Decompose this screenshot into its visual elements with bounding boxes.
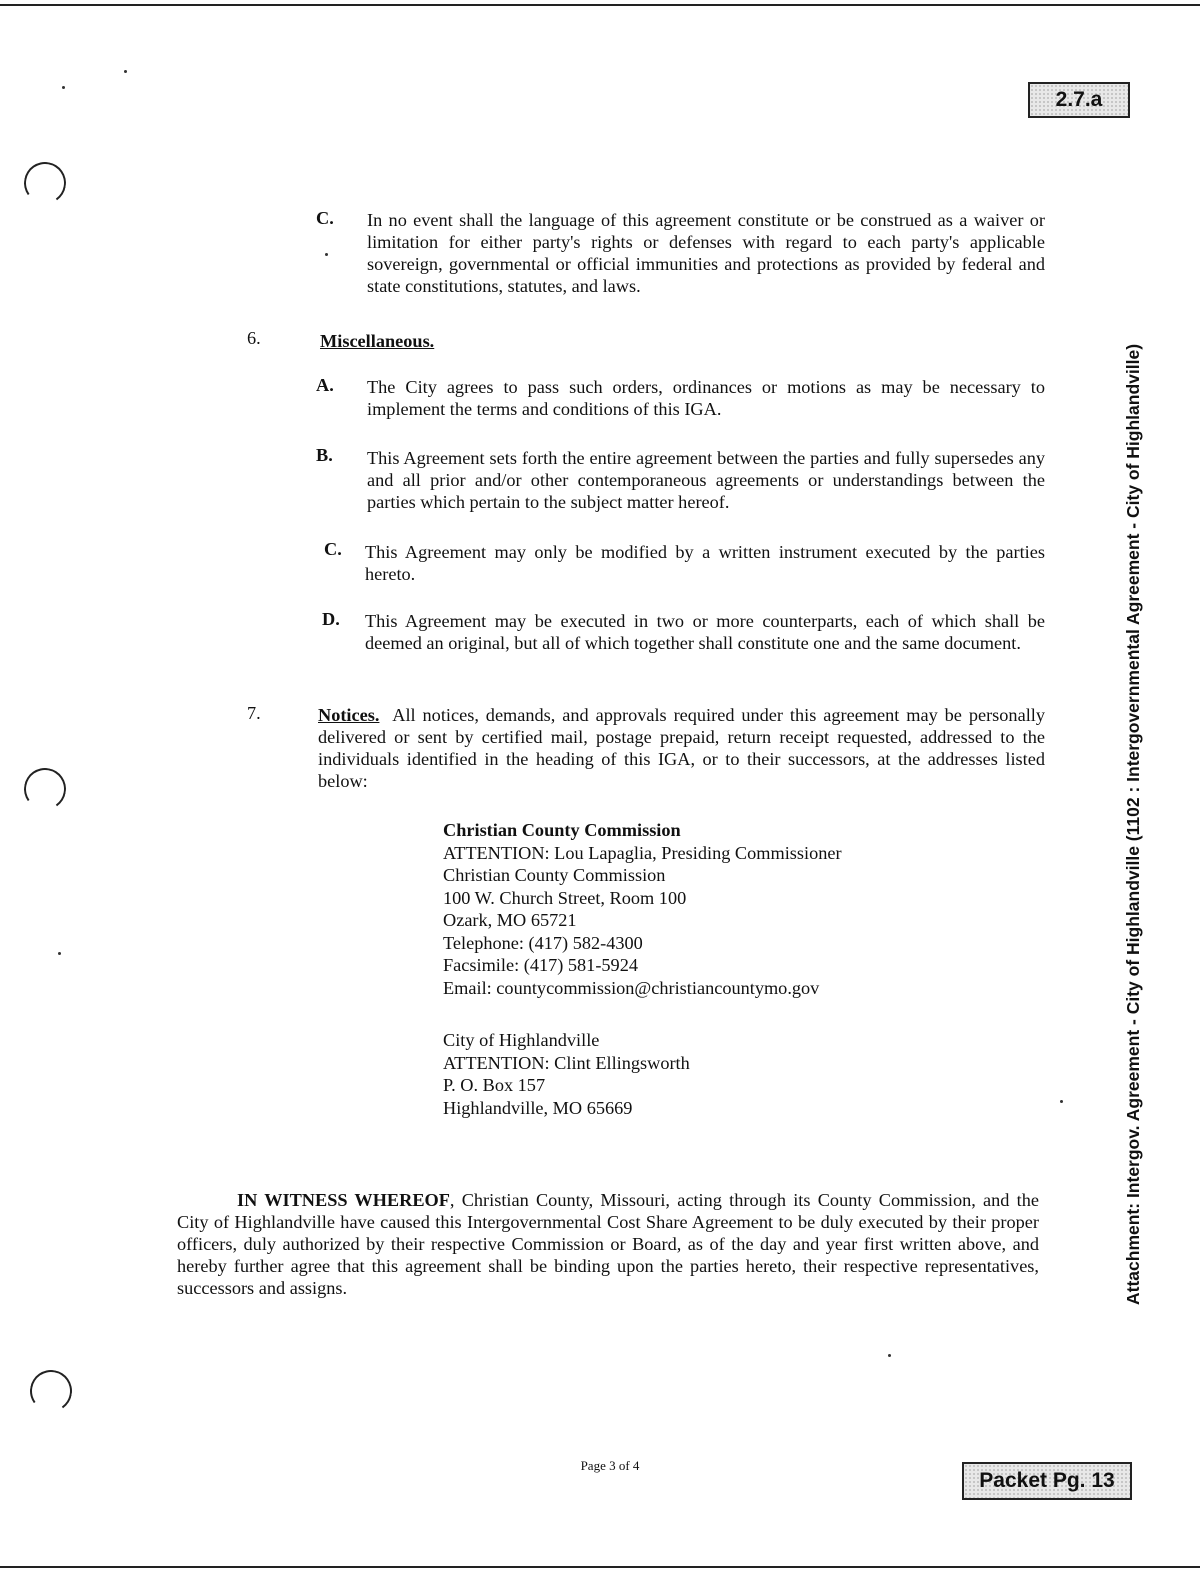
- section6-b-text: This Agreement sets forth the entire agreement between the parties and fully supersedes any and all prior and/or other contemporaneous agreements or understandings between the parties which pertain to the subject matter hereof.: [367, 448, 1045, 512]
- section6-c-text: This Agreement may only be modified by a written instrument executed by the parties hereto.: [365, 542, 1045, 584]
- page-top-edge: [0, 4, 1200, 6]
- scan-speck: [1060, 1100, 1063, 1103]
- county-attention: ATTENTION: Lou Lapaglia, Presiding Commissioner: [443, 842, 842, 863]
- section6-a-text: The City agrees to pass such orders, ordinances or motions as may be necessary to implement the terms and conditions of this IGA.: [367, 377, 1045, 419]
- scan-speck: [325, 253, 328, 256]
- section6-d-marker: D.: [322, 609, 340, 629]
- county-street: 100 W. Church Street, Room 100: [443, 887, 687, 908]
- section6-b-marker: B.: [316, 445, 333, 465]
- witness-paragraph: [177, 1189, 1039, 1299]
- punch-hole-mark: [21, 159, 70, 208]
- section6-number: 6.: [247, 328, 261, 348]
- county-address-block: [443, 819, 842, 999]
- section5-c-text: In no event shall the language of this agreement constitute or be construed as a waiver or limitation for either party's rights or defenses with regard to each party's applicable sovereign, governmental or official immunities and protections as provided by federal and state constitutions, statutes, and laws.: [367, 210, 1045, 296]
- scan-speck: [58, 952, 61, 955]
- page-number: Page 3 of 4: [580, 1458, 640, 1473]
- section6-c-marker: C.: [324, 539, 342, 559]
- scan-speck: [888, 1354, 891, 1357]
- section6-heading: Miscellaneous.: [320, 331, 435, 351]
- section6-a-marker: A.: [316, 375, 334, 395]
- city-po-box: P. O. Box 157: [443, 1075, 546, 1095]
- section7-number: 7.: [247, 703, 261, 723]
- city-attention: ATTENTION: Clint Ellingsworth: [443, 1052, 690, 1073]
- scan-speck: [124, 70, 127, 73]
- city-city: Highlandville, MO 65669: [443, 1097, 633, 1118]
- item-number-label: 2.7.a: [1055, 88, 1103, 111]
- county-facsimile: Facsimile: (417) 581-5924: [443, 955, 638, 975]
- page-bottom-edge: [0, 1566, 1200, 1568]
- witness-lead: IN WITNESS WHEREOF: [237, 1190, 450, 1210]
- county-name: Christian County Commission: [443, 820, 681, 840]
- section5-c-marker: C.: [316, 208, 334, 228]
- punch-hole-mark: [21, 765, 70, 814]
- packet-page-label: Packet Pg. 13: [979, 1469, 1115, 1492]
- county-telephone: Telephone: (417) 582-4300: [443, 932, 643, 953]
- scan-speck: [62, 86, 65, 89]
- punch-hole-mark: [27, 1367, 76, 1416]
- packet-page-tag: [962, 1462, 1132, 1500]
- section7-heading: Notices.: [318, 705, 380, 725]
- section7-text: All notices, demands, and approvals required under this agreement may be personally delivered or sent by certified mail, postage prepaid, return receipt requested, addressed to the individuals identified in the heading of this IGA, or to their successors, at the addresses listed below:: [318, 705, 1045, 791]
- city-address-block: [443, 1029, 690, 1119]
- section6-d-text: This Agreement may be executed in two or more counterparts, each of which shall be deemed an original, but all of which together shall constitute one and the same document.: [365, 611, 1045, 653]
- county-city: Ozark, MO 65721: [443, 910, 577, 930]
- city-name: City of Highlandville: [443, 1030, 600, 1050]
- section7-body: [318, 704, 1045, 792]
- county-email: Email: countycommission@christiancountymo.gov: [443, 977, 820, 998]
- county-org: Christian County Commission: [443, 865, 666, 885]
- item-number-tag: [1028, 82, 1130, 118]
- witness-text: , Christian County, Missouri, acting through its County Commission, and the City of Highlandville have caused this Intergovernmental Cost Share Agreement to be duly executed by their proper officers, duly authorized by their respective Commission or Board, as of the day and year first written above, and hereby further agree that this agreement shall be binding upon the parties hereto, their respective representatives, successors and assigns.: [177, 1190, 1039, 1298]
- attachment-side-caption: Attachment: Intergov. Agreement - City of Highlandville (1102 : Intergovernmental Agreement - City of Highlandville): [1123, 343, 1143, 1305]
